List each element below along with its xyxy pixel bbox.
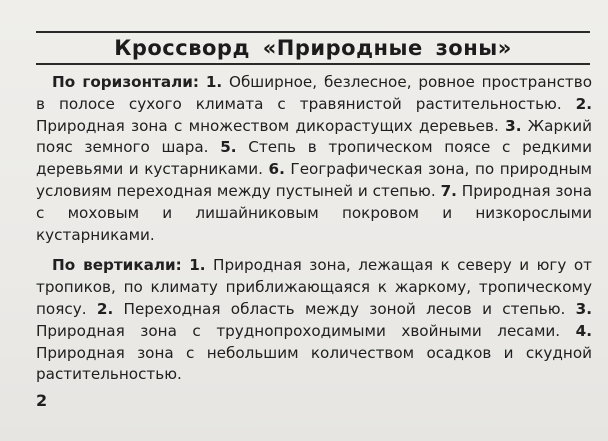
clue-text: Жаркий пояс земного шара. <box>36 116 592 157</box>
clue-text: Природная зона с небольшим количеством осадков и скудной растительностью. <box>36 343 592 384</box>
clue-text: Географическая зона, по природным условиям переходная между пустыней и степью. <box>36 160 592 200</box>
clue-number: 1. <box>189 256 206 275</box>
clue-text: Природная зона с моховым и лишайниковым покровом и низкорослыми кустарниками. <box>36 181 593 244</box>
clue-number: 2. <box>575 94 592 113</box>
clue-text: Природная зона с множеством дикорастущих деревьев. <box>36 116 506 135</box>
vertical-heading: По вертикали: <box>52 256 182 275</box>
horizontal-heading: По горизонтали: <box>52 73 199 91</box>
clue-text: Обширное, безлесное, ровное пространство в полосе сухого климата с травянистой растительностью. <box>36 73 593 113</box>
horizontal-clues <box>36 72 592 246</box>
title-bar <box>36 31 590 65</box>
clue-text: Природная зона, лежащая к северу и югу от тропиков, по климату приближающаяся к жаркому, тропическому поясу. <box>36 256 592 318</box>
clue-number: 1. <box>205 73 223 91</box>
clue-text: Природная зона с труднопроходимыми хвойными лесами. <box>36 321 576 340</box>
clue-text: Степь в тропическом поясе с редкими деревьями и кустарниками. <box>36 138 592 179</box>
clue-number: 4. <box>575 321 592 340</box>
clue-number: 5. <box>220 138 237 157</box>
page-number: 2 <box>36 391 48 410</box>
crossword-clues <box>36 72 592 386</box>
clue-number: 6. <box>268 160 285 179</box>
clue-number: 3. <box>575 299 592 318</box>
page-title: Кроссворд «Природные зоны» <box>114 36 512 60</box>
vertical-clues <box>36 255 592 386</box>
clue-number: 3. <box>505 116 522 135</box>
clue-number: 7. <box>440 181 457 200</box>
clue-number: 2. <box>96 299 114 318</box>
clue-text: Переходная область между зоной лесов и степью. <box>113 299 576 318</box>
